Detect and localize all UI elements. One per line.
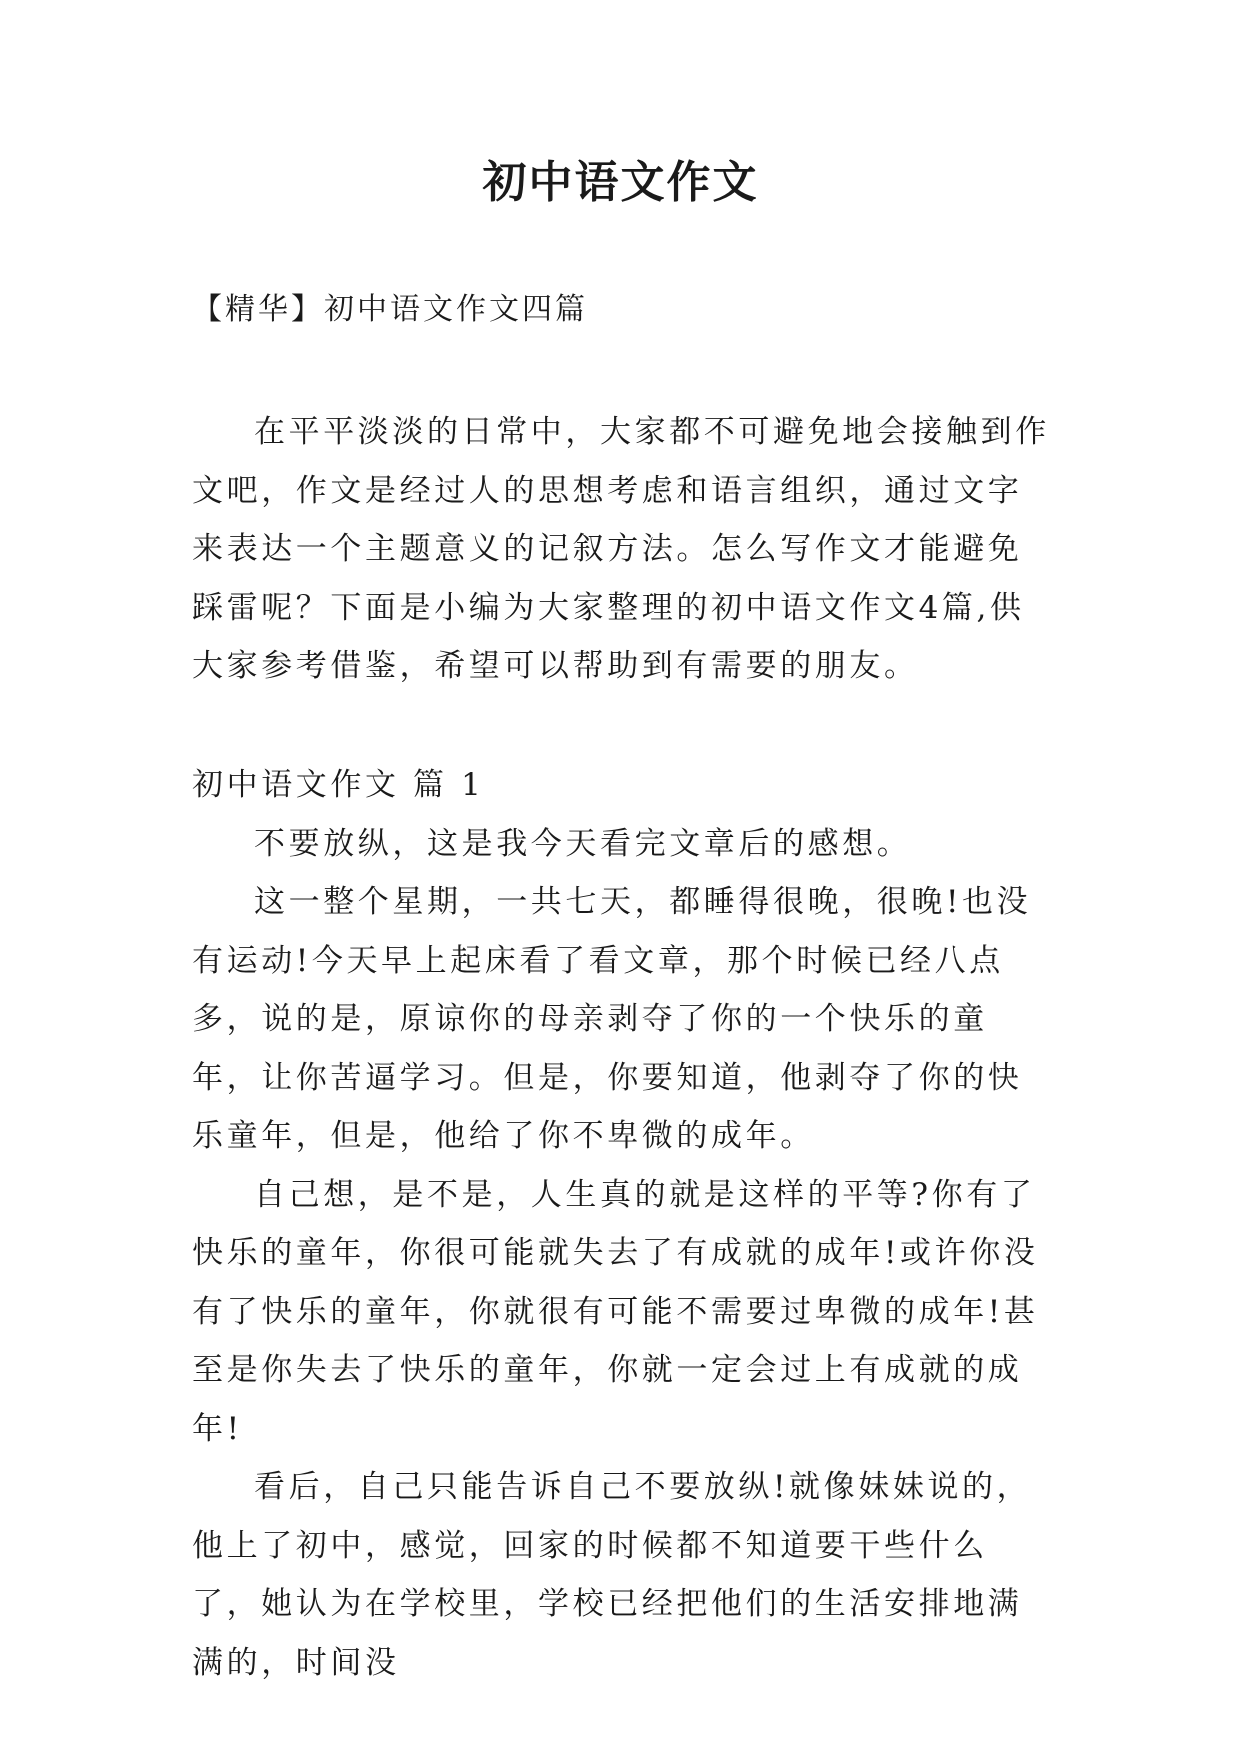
document-title: 初中语文作文 bbox=[482, 157, 759, 208]
body-paragraph: 看后，自己只能告诉自己不要放纵!就像妹妹说的，他上了初中，感觉，回家的时候都不知道要干些什么了，她认为在学校里，学校已经把他们的生活安排地满满的，时间没 bbox=[192, 1469, 1032, 1681]
article-section-1 bbox=[192, 756, 1052, 1692]
body-paragraph: 不要放纵，这是我今天看完文章后的感想。 bbox=[254, 825, 912, 862]
document-subtitle: 【精华】初中语文作文四篇 bbox=[192, 292, 588, 327]
section-heading: 初中语文作文 篇 1 bbox=[192, 767, 485, 803]
body-paragraph: 这一整个星期，一共七天，都睡得很晚，很晚!也没有运动!今天早上起床看了看文章，那个时候已经八点多，说的是，原谅你的母亲剥夺了你的一个快乐的童年，让你苦逼学习。但是，你要知道，他剥夺了你的快乐童年，但是，他给了你不卑微的成年。 bbox=[192, 884, 1032, 1154]
intro-section bbox=[192, 403, 1052, 696]
body-paragraph: 自己想，是不是，人生真的就是这样的平等?你有了快乐的童年，你很可能就失去了有成就的成年!或许你没有了快乐的童年，你就很有可能不需要过卑微的成年!甚至是你失去了快乐的童年，你就一定会过上有成就的成年! bbox=[192, 1176, 1039, 1447]
intro-paragraph: 在平平淡淡的日常中，大家都不可避免地会接触到作文吧，作文是经过人的思想考虑和语言组织，通过文字来表达一个主题意义的记叙方法。怎么写作文才能避免踩雷呢？下面是小编为大家整理的初中语文作文4篇,供大家参考借鉴，希望可以帮助到有需要的朋友。 bbox=[192, 414, 1050, 684]
